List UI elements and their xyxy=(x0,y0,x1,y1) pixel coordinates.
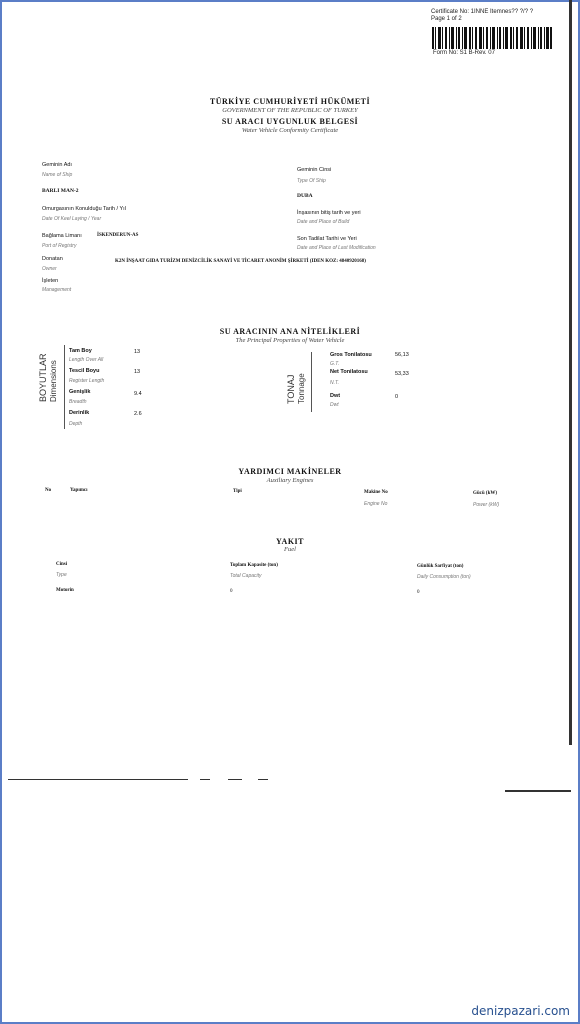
build-sub: Date and Place of Build xyxy=(297,219,350,225)
particulars-title-en: The Principal Properties of Water Vehicle xyxy=(235,337,345,344)
fuel-row-capacity: 0 xyxy=(230,589,233,594)
owner-value: K2N İNŞAAT GIDA TURİZM DENİZCİLİK SANAYİ VE TİCARET ANONİM ŞİRKETİ (IDEN KOZ: 4840920168) xyxy=(115,259,366,264)
aux-title-tr: YARDIMCI MAKİNELER xyxy=(238,467,342,476)
tonnage-label: Gros Tonilatosu xyxy=(330,352,372,358)
build-label: İnşasının bitiş tarih ve yeri xyxy=(297,210,361,216)
fuel-col-capacity-sub: Total Capacity xyxy=(230,573,262,579)
tonnage-divider xyxy=(311,352,312,412)
particulars-title-tr: SU ARACININ ANA NİTELİKLERİ xyxy=(219,327,361,336)
page-number: Page 1 of 2 xyxy=(431,16,462,22)
dim-sub: Breadth xyxy=(69,399,87,405)
operator-label: İşleten xyxy=(42,278,59,284)
fuel-col-type: Cinsi xyxy=(56,562,68,567)
government-title-tr: TÜRKİYE CUMHURİYETİ HÜKÜMETİ xyxy=(209,97,371,106)
fuel-col-daily: Günlük Sarfiyat (ton) xyxy=(417,564,464,569)
dim-value: 13 xyxy=(134,349,141,355)
owner-sub: Owner xyxy=(42,266,57,272)
keel-date-label: Omurgasının Konulduğu Tarih / Yıl xyxy=(42,206,126,212)
ship-type-value: DUBA xyxy=(297,193,313,199)
port-label: Bağlama Limanı xyxy=(42,233,82,239)
tonnage-vertical-en: Tonnage xyxy=(297,373,306,404)
dimensions-divider xyxy=(64,345,65,429)
scan-edge-line xyxy=(569,0,572,745)
port-value: İSKENDERUN-AS xyxy=(97,233,139,238)
tonnage-value: 0 xyxy=(395,394,399,400)
dim-sub: Length Over All xyxy=(69,357,104,363)
ship-name-sub: Name of Ship xyxy=(42,172,73,178)
dim-label: Tam Boy xyxy=(69,348,92,354)
tonnage-sub: N.T. xyxy=(330,380,339,386)
dimensions-vertical-tr: BOYUTLAR xyxy=(38,353,48,402)
fuel-title-en: Fuel xyxy=(284,546,296,553)
aux-col-no: No xyxy=(45,488,52,493)
dim-value: 13 xyxy=(134,369,141,375)
dim-sub: Register Length xyxy=(69,378,105,384)
operator-sub: Management xyxy=(42,287,72,293)
dim-label: Derinlik xyxy=(69,410,90,416)
port-sub: Port of Registry xyxy=(42,243,77,249)
aux-col-machine-no-sub: Engine No xyxy=(364,501,388,507)
aux-col-type: Tipi xyxy=(233,489,242,494)
aux-col-machine-no: Makine No xyxy=(364,490,388,495)
owner-label: Donatan xyxy=(42,256,63,262)
tonnage-value: 53,33 xyxy=(395,371,409,377)
scan-bottom-dash xyxy=(258,779,268,780)
last-mod-label: Son Tadilat Tarihi ve Yeri xyxy=(297,236,357,242)
tonnage-value: 56,13 xyxy=(395,352,409,358)
scan-bottom-line xyxy=(8,779,188,780)
aux-col-maker: Yapımcı xyxy=(70,488,88,493)
scan-bottom-dash xyxy=(228,779,242,780)
tonnage-label: Net Tonilatosu xyxy=(330,369,368,375)
fuel-col-daily-sub: Daily Consumption (ton) xyxy=(417,574,471,580)
tonnage-sub: Dwt xyxy=(330,402,339,408)
dim-sub: Depth xyxy=(69,421,83,427)
fuel-row-daily: 0 xyxy=(417,590,420,595)
dim-value: 2.6 xyxy=(134,411,142,417)
government-title-en: GOVERNMENT OF THE REPUBLIC OF TURKEY xyxy=(222,107,358,114)
dim-label: Tescil Boyu xyxy=(69,368,100,374)
ship-name-value: BARLI MAN-2 xyxy=(42,188,79,194)
keel-date-sub: Date Of Keel Laying / Year xyxy=(42,216,102,222)
certificate-title-en: Water Vehicle Conformity Certificate xyxy=(241,127,339,134)
tonnage-label: Dwt xyxy=(330,393,341,399)
aux-title-en: Auxiliary Engines xyxy=(266,477,314,484)
ship-type-sub: Type Of Ship xyxy=(297,178,326,184)
last-mod-sub: Date and Place of Last Modification xyxy=(297,245,376,251)
fuel-row-type: Motorin xyxy=(56,588,74,593)
form-number: Form No: S1 B-Rev. 07 xyxy=(433,50,495,56)
barcode-image xyxy=(432,27,552,49)
fuel-col-type-sub: Type xyxy=(56,572,67,578)
scan-bottom-dash xyxy=(200,779,210,780)
certificate-title-tr: SU ARACI UYGUNLUK BELGESİ xyxy=(221,117,359,126)
tonnage-vertical-tr: TONAJ xyxy=(286,374,296,404)
fuel-title-tr: YAKIT xyxy=(276,537,304,546)
aux-col-power: Gücü (kW) xyxy=(473,491,498,496)
scan-bottom-dash xyxy=(505,790,571,792)
dim-value: 9.4 xyxy=(134,391,142,397)
dim-label: Genişlik xyxy=(69,389,91,395)
watermark-text: denizpazari.com xyxy=(471,1004,570,1018)
aux-col-power-sub: Power (kW) xyxy=(473,502,500,508)
ship-type-label: Geminin Cinsi xyxy=(297,167,332,173)
dimensions-vertical-en: Dimensions xyxy=(49,360,58,402)
ship-name-label: Geminin Adı xyxy=(42,162,72,168)
fuel-col-capacity: Toplam Kapasite (ton) xyxy=(230,563,278,568)
tonnage-sub: G.T. xyxy=(330,361,340,367)
certificate-number: Certificate No: 1INNE Itemnes?? ?/? ? xyxy=(431,9,534,15)
